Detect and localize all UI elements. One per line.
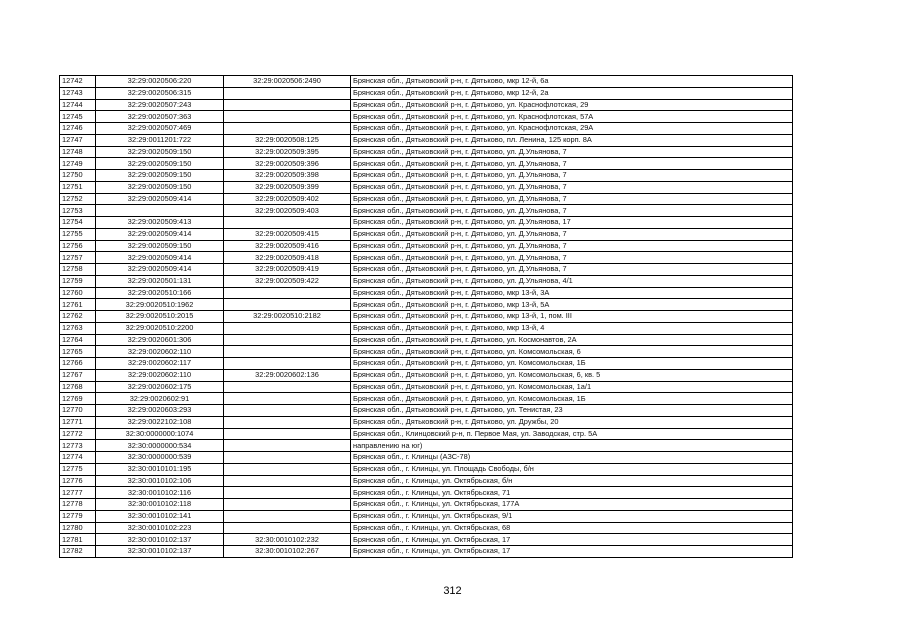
table-row (60, 158, 793, 170)
address-cell: Брянская обл., Клинцовский р-н, п. Первое Мая, ул. Заводская, стр. 5А (351, 428, 793, 440)
cadastral-number-cell: 32:29:0020509:150 (96, 240, 224, 252)
row-number-cell: 12755 (60, 228, 96, 240)
related-cadastral-number-cell: 32:29:0020509:416 (224, 240, 351, 252)
row-number-cell: 12742 (60, 76, 96, 88)
address-cell: Брянская обл., Дятьковский р-н, г. Дятьково, мкр 13-й, 3А (351, 287, 793, 299)
related-cadastral-number-cell (224, 287, 351, 299)
related-cadastral-number-cell: 32:29:0020602:136 (224, 369, 351, 381)
row-number-cell: 12750 (60, 170, 96, 182)
table-row (60, 181, 793, 193)
address-cell: Брянская обл., Дятьковский р-н, г. Дятьково, ул. Д.Ульянова, 7 (351, 170, 793, 182)
table-row (60, 369, 793, 381)
related-cadastral-number-cell: 32:29:0020509:422 (224, 275, 351, 287)
row-number-cell: 12744 (60, 99, 96, 111)
related-cadastral-number-cell (224, 381, 351, 393)
row-number-cell: 12759 (60, 275, 96, 287)
related-cadastral-number-cell: 32:30:0010102:267 (224, 546, 351, 558)
address-cell: Брянская обл., Дятьковский р-н, г. Дятьково, ул. Краснофлотская, 29 (351, 99, 793, 111)
table-row (60, 522, 793, 534)
cadastral-number-cell: 32:30:0010101:195 (96, 463, 224, 475)
table-row (60, 275, 793, 287)
cadastral-number-cell: 32:29:0020603:293 (96, 405, 224, 417)
address-cell: Брянская обл., Дятьковский р-н, г. Дятьково, ул. Д.Ульянова, 7 (351, 158, 793, 170)
table-row (60, 416, 793, 428)
row-number-cell: 12745 (60, 111, 96, 123)
table-row (60, 358, 793, 370)
related-cadastral-number-cell (224, 428, 351, 440)
table-row (60, 111, 793, 123)
related-cadastral-number-cell: 32:29:0020509:395 (224, 146, 351, 158)
cadastral-number-cell: 32:30:0010102:106 (96, 475, 224, 487)
table-row (60, 463, 793, 475)
address-cell: Брянская обл., Дятьковский р-н, г. Дятьково, мкр 13-й, 4 (351, 322, 793, 334)
cadastral-number-cell: 32:29:0020509:414 (96, 252, 224, 264)
related-cadastral-number-cell (224, 510, 351, 522)
table-row (60, 99, 793, 111)
address-cell: Брянская обл., Дятьковский р-н, г. Дятьково, ул. Д.Ульянова, 7 (351, 252, 793, 264)
cadastral-number-cell: 32:29:0020509:414 (96, 264, 224, 276)
table-row (60, 170, 793, 182)
related-cadastral-number-cell (224, 299, 351, 311)
table-row (60, 217, 793, 229)
row-number-cell: 12762 (60, 311, 96, 323)
table-row (60, 299, 793, 311)
related-cadastral-number-cell: 32:29:0020509:403 (224, 205, 351, 217)
related-cadastral-number-cell (224, 416, 351, 428)
address-cell: Брянская обл., Дятьковский р-н, г. Дятьково, ул. Краснофлотская, 29А (351, 123, 793, 135)
row-number-cell: 12774 (60, 452, 96, 464)
address-cell: Брянская обл., Дятьковский р-н, г. Дятьково, ул. Краснофлотская, 57А (351, 111, 793, 123)
row-number-cell: 12776 (60, 475, 96, 487)
table-row (60, 193, 793, 205)
row-number-cell: 12763 (60, 322, 96, 334)
table-row (60, 346, 793, 358)
cadastral-number-cell: 32:29:0020509:414 (96, 193, 224, 205)
table-row (60, 123, 793, 135)
row-number-cell: 12777 (60, 487, 96, 499)
row-number-cell: 12749 (60, 158, 96, 170)
cadastral-number-cell: 32:29:0020602:117 (96, 358, 224, 370)
related-cadastral-number-cell (224, 123, 351, 135)
related-cadastral-number-cell (224, 217, 351, 229)
related-cadastral-number-cell: 32:29:0020509:415 (224, 228, 351, 240)
cadastral-number-cell: 32:29:0020506:315 (96, 87, 224, 99)
cadastral-number-cell: 32:29:0020501:131 (96, 275, 224, 287)
row-number-cell: 12761 (60, 299, 96, 311)
cadastral-number-cell: 32:29:0020602:110 (96, 346, 224, 358)
cadastral-number-cell: 32:29:0011201:722 (96, 134, 224, 146)
table-row (60, 534, 793, 546)
row-number-cell: 12772 (60, 428, 96, 440)
address-cell: Брянская обл., Дятьковский р-н, г. Дятьково, ул. Д.Ульянова, 7 (351, 181, 793, 193)
related-cadastral-number-cell (224, 358, 351, 370)
cadastral-number-cell: 32:29:0020602:110 (96, 369, 224, 381)
related-cadastral-number-cell (224, 463, 351, 475)
related-cadastral-number-cell: 32:29:0020509:399 (224, 181, 351, 193)
row-number-cell: 12747 (60, 134, 96, 146)
row-number-cell: 12743 (60, 87, 96, 99)
row-number-cell: 12751 (60, 181, 96, 193)
address-cell: Брянская обл., Дятьковский р-н, г. Дятьково, ул. Д.Ульянова, 17 (351, 217, 793, 229)
cadastral-number-cell: 32:29:0020509:413 (96, 217, 224, 229)
address-cell: Брянская обл., Дятьковский р-н, г. Дятьково, мкр 13-й, 5А (351, 299, 793, 311)
cadastral-number-cell: 32:29:0020602:91 (96, 393, 224, 405)
row-number-cell: 12764 (60, 334, 96, 346)
row-number-cell: 12771 (60, 416, 96, 428)
cadastral-number-cell: 32:29:0020509:150 (96, 158, 224, 170)
address-cell: Брянская обл., Дятьковский р-н, г. Дятьково, ул. Тенистая, 23 (351, 405, 793, 417)
cadastral-number-cell: 32:29:0020509:150 (96, 170, 224, 182)
table-row (60, 264, 793, 276)
table-row (60, 405, 793, 417)
address-cell: Брянская обл., Дятьковский р-н, г. Дятьково, ул. Д.Ульянова, 4/1 (351, 275, 793, 287)
table-row (60, 287, 793, 299)
address-cell: Брянская обл., Дятьковский р-н, г. Дятьково, ул. Д.Ульянова, 7 (351, 264, 793, 276)
cadastral-number-cell: 32:30:0000000:1074 (96, 428, 224, 440)
table-row (60, 499, 793, 511)
cadastral-number-cell: 32:30:0010102:118 (96, 499, 224, 511)
related-cadastral-number-cell: 32:29:0020508:125 (224, 134, 351, 146)
address-cell: Брянская обл., Дятьковский р-н, г. Дятьково, ул. Д.Ульянова, 7 (351, 228, 793, 240)
cadastral-number-cell (96, 205, 224, 217)
address-cell: Брянская обл., г. Клинцы, ул. Октябрьская, 17 (351, 546, 793, 558)
cadastral-number-cell: 32:29:0020510:166 (96, 287, 224, 299)
related-cadastral-number-cell: 32:29:0020509:402 (224, 193, 351, 205)
address-cell: Брянская обл., Дятьковский р-н, г. Дятьково, ул. Комсомольская, 1Б (351, 393, 793, 405)
cadastral-number-cell: 32:29:0020510:2200 (96, 322, 224, 334)
cadastral-number-cell: 32:29:0020507:469 (96, 123, 224, 135)
row-number-cell: 12767 (60, 369, 96, 381)
related-cadastral-number-cell: 32:29:0020509:419 (224, 264, 351, 276)
cadastral-number-cell: 32:30:0010102:137 (96, 546, 224, 558)
related-cadastral-number-cell (224, 440, 351, 452)
related-cadastral-number-cell (224, 487, 351, 499)
cadastral-number-cell: 32:29:0022102:108 (96, 416, 224, 428)
row-number-cell: 12758 (60, 264, 96, 276)
row-number-cell: 12753 (60, 205, 96, 217)
cadastral-number-cell: 32:29:0020506:220 (96, 76, 224, 88)
address-cell: Брянская обл., Дятьковский р-н, г. Дятьково, ул. Д.Ульянова, 7 (351, 240, 793, 252)
address-cell: Брянская обл., Дятьковский р-н, г. Дятьково, ул. Космонавтов, 2А (351, 334, 793, 346)
address-cell: Брянская обл., Дятьковский р-н, г. Дятьково, мкр 12-й, 6а (351, 76, 793, 88)
address-cell: Брянская обл., Дятьковский р-н, г. Дятьково, ул. Комсомольская, 6, кв. 5 (351, 369, 793, 381)
address-cell: Брянская обл., Дятьковский р-н, г. Дятьково, ул. Комсомольская, 6 (351, 346, 793, 358)
related-cadastral-number-cell: 32:29:0020509:396 (224, 158, 351, 170)
address-cell: Брянская обл., Дятьковский р-н, г. Дятьково, ул. Комсомольская, 1а/1 (351, 381, 793, 393)
row-number-cell: 12781 (60, 534, 96, 546)
related-cadastral-number-cell (224, 499, 351, 511)
related-cadastral-number-cell (224, 405, 351, 417)
cadastral-number-cell: 32:30:0010102:137 (96, 534, 224, 546)
address-cell: Брянская обл., Дятьковский р-н, г. Дятьково, пл. Ленина, 125 корп. 8А (351, 134, 793, 146)
table-row (60, 228, 793, 240)
address-cell: Брянская обл., г. Клинцы, ул. Площадь Свободы, б/н (351, 463, 793, 475)
table-row (60, 311, 793, 323)
cadastral-number-cell: 32:29:0020509:414 (96, 228, 224, 240)
table-row (60, 76, 793, 88)
row-number-cell: 12748 (60, 146, 96, 158)
row-number-cell: 12757 (60, 252, 96, 264)
cadastral-number-cell: 32:30:0010102:141 (96, 510, 224, 522)
table-row (60, 334, 793, 346)
cadastral-number-cell: 32:30:0010102:223 (96, 522, 224, 534)
address-cell: Брянская обл., Дятьковский р-н, г. Дятьково, ул. Д.Ульянова, 7 (351, 205, 793, 217)
table-row (60, 134, 793, 146)
related-cadastral-number-cell (224, 393, 351, 405)
row-number-cell: 12779 (60, 510, 96, 522)
table-row (60, 487, 793, 499)
table-row (60, 546, 793, 558)
address-cell: Брянская обл., г. Клинцы, ул. Октябрьская, 68 (351, 522, 793, 534)
table-row (60, 452, 793, 464)
address-cell: Брянская обл., Дятьковский р-н, г. Дятьково, ул. Дружбы, 20 (351, 416, 793, 428)
cadastral-number-cell: 32:29:0020509:150 (96, 146, 224, 158)
related-cadastral-number-cell: 32:29:0020506:2490 (224, 76, 351, 88)
cadastral-number-cell: 32:29:0020510:2015 (96, 311, 224, 323)
row-number-cell: 12766 (60, 358, 96, 370)
address-cell: Брянская обл., г. Клинцы, ул. Октябрьская, 17 (351, 534, 793, 546)
row-number-cell: 12765 (60, 346, 96, 358)
registry-table (59, 75, 793, 558)
row-number-cell: 12756 (60, 240, 96, 252)
related-cadastral-number-cell (224, 87, 351, 99)
related-cadastral-number-cell (224, 111, 351, 123)
address-cell: Брянская обл., Дятьковский р-н, г. Дятьково, ул. Комсомольская, 1Б (351, 358, 793, 370)
table-row (60, 205, 793, 217)
related-cadastral-number-cell (224, 475, 351, 487)
address-cell: Брянская обл., г. Клинцы (АЗС-78) (351, 452, 793, 464)
related-cadastral-number-cell (224, 322, 351, 334)
table-row (60, 322, 793, 334)
table-row (60, 440, 793, 452)
row-number-cell: 12769 (60, 393, 96, 405)
page-number: 312 (443, 585, 462, 597)
table-row (60, 428, 793, 440)
row-number-cell: 12773 (60, 440, 96, 452)
cadastral-number-cell: 32:30:0010102:116 (96, 487, 224, 499)
table-row (60, 146, 793, 158)
row-number-cell: 12775 (60, 463, 96, 475)
related-cadastral-number-cell: 32:29:0020509:398 (224, 170, 351, 182)
row-number-cell: 12768 (60, 381, 96, 393)
cadastral-number-cell: 32:29:0020602:175 (96, 381, 224, 393)
cadastral-number-cell: 32:29:0020510:1962 (96, 299, 224, 311)
table-row (60, 393, 793, 405)
row-number-cell: 12752 (60, 193, 96, 205)
cadastral-number-cell: 32:30:0000000:539 (96, 452, 224, 464)
row-number-cell: 12770 (60, 405, 96, 417)
related-cadastral-number-cell (224, 346, 351, 358)
row-number-cell: 12778 (60, 499, 96, 511)
row-number-cell: 12782 (60, 546, 96, 558)
row-number-cell: 12760 (60, 287, 96, 299)
address-cell: Брянская обл., Дятьковский р-н, г. Дятьково, мкр 13-й, 1, пом. III (351, 311, 793, 323)
related-cadastral-number-cell (224, 99, 351, 111)
related-cadastral-number-cell (224, 334, 351, 346)
related-cadastral-number-cell: 32:29:0020509:418 (224, 252, 351, 264)
related-cadastral-number-cell: 32:30:0010102:232 (224, 534, 351, 546)
row-number-cell: 12754 (60, 217, 96, 229)
address-cell: Брянская обл., г. Клинцы, ул. Октябрьская, 71 (351, 487, 793, 499)
address-cell: Брянская обл., Дятьковский р-н, г. Дятьково, ул. Д.Ульянова, 7 (351, 146, 793, 158)
address-cell: Брянская обл., Дятьковский р-н, г. Дятьково, ул. Д.Ульянова, 7 (351, 193, 793, 205)
cadastral-number-cell: 32:29:0020507:363 (96, 111, 224, 123)
cadastral-number-cell: 32:29:0020507:243 (96, 99, 224, 111)
table-row (60, 240, 793, 252)
row-number-cell: 12746 (60, 123, 96, 135)
cadastral-number-cell: 32:29:0020509:150 (96, 181, 224, 193)
cadastral-number-cell: 32:30:0000000:534 (96, 440, 224, 452)
related-cadastral-number-cell (224, 452, 351, 464)
table-row (60, 252, 793, 264)
table-row (60, 510, 793, 522)
related-cadastral-number-cell (224, 522, 351, 534)
row-number-cell: 12780 (60, 522, 96, 534)
address-cell: Брянская обл., г. Клинцы, ул. Октябрьская, 177А (351, 499, 793, 511)
address-cell: Брянская обл., г. Клинцы, ул. Октябрьская, 9/1 (351, 510, 793, 522)
registry-table-body (60, 76, 793, 558)
table-row (60, 381, 793, 393)
cadastral-number-cell: 32:29:0020601:306 (96, 334, 224, 346)
address-cell: направлению на юг) (351, 440, 793, 452)
address-cell: Брянская обл., г. Клинцы, ул. Октябрьская, б/н (351, 475, 793, 487)
table-row (60, 87, 793, 99)
related-cadastral-number-cell: 32:29:0020510:2182 (224, 311, 351, 323)
table-row (60, 475, 793, 487)
address-cell: Брянская обл., Дятьковский р-н, г. Дятьково, мкр 12-й, 2а (351, 87, 793, 99)
